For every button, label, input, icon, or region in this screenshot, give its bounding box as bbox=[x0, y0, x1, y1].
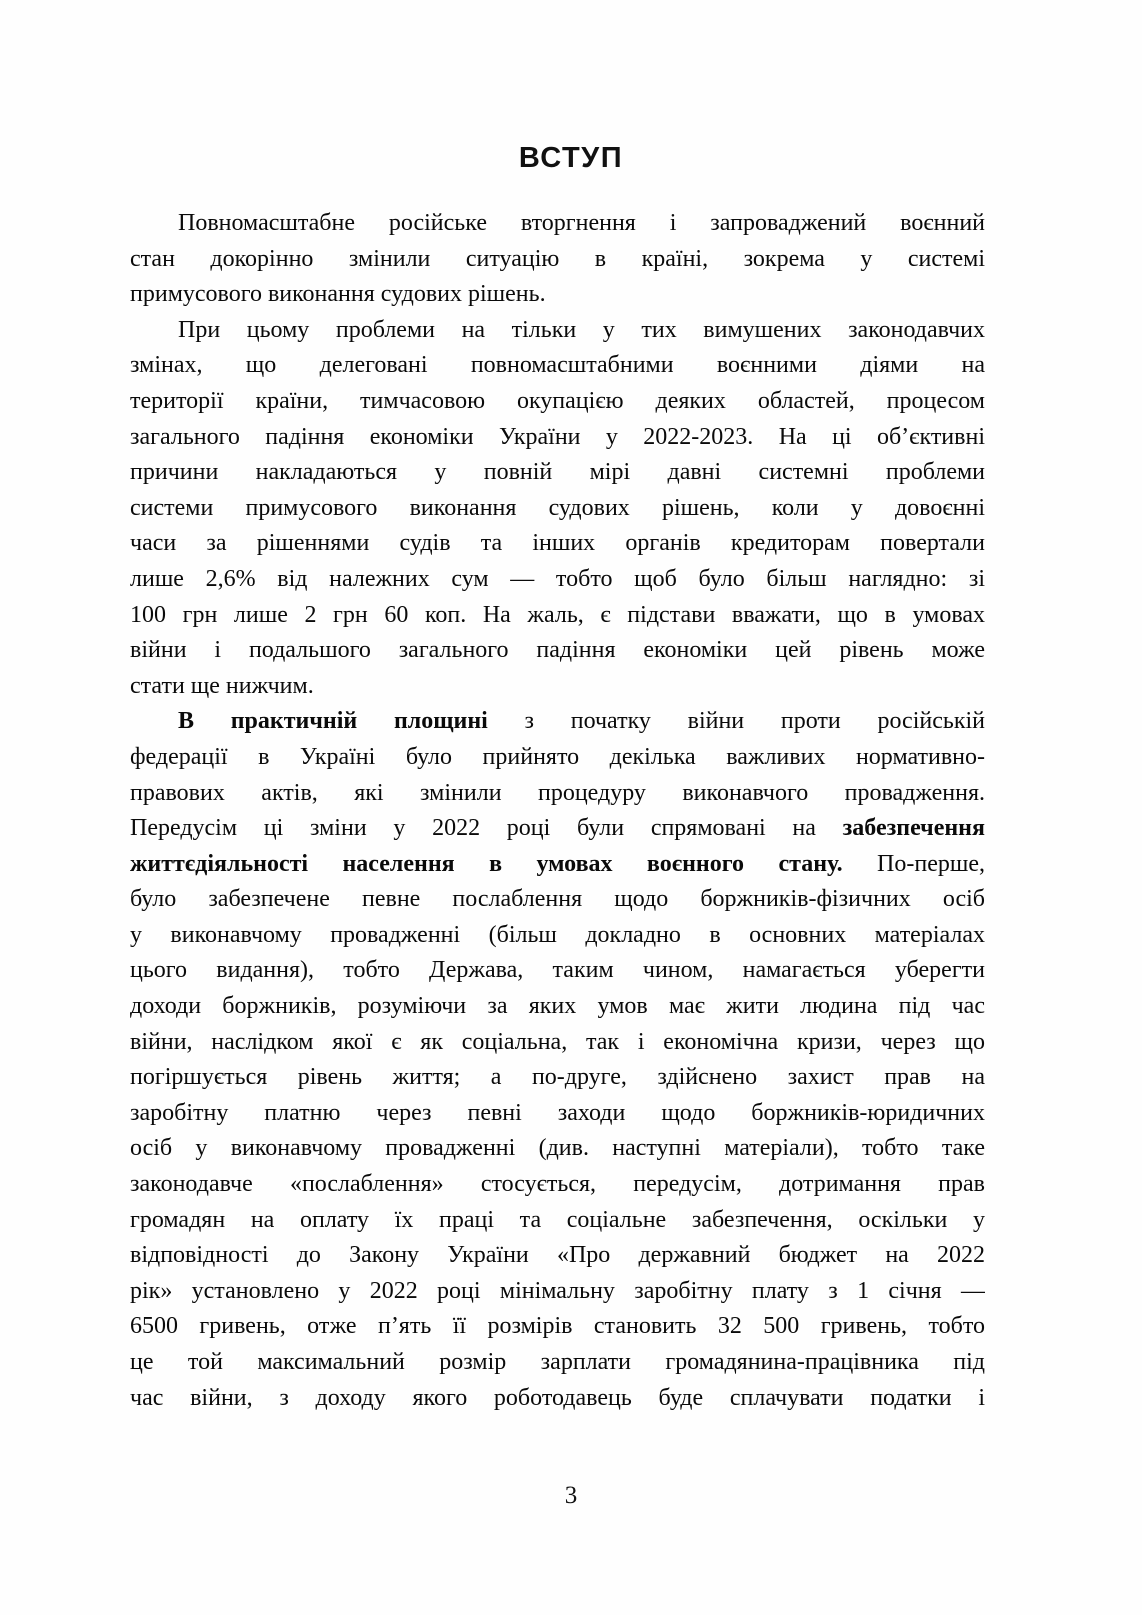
text-line bbox=[130, 562, 985, 598]
paragraph bbox=[130, 206, 985, 313]
text-line bbox=[130, 1345, 985, 1381]
text-line bbox=[130, 348, 985, 384]
text-line bbox=[130, 206, 985, 242]
bold-text-segment: забезпечення bbox=[842, 815, 985, 842]
text-segment: території країни, тимчасовою окупацією деяких областей, процесом bbox=[130, 387, 985, 414]
text-segment: законодавче «послаблення» стосується, передусім, дотримання прав bbox=[130, 1171, 985, 1198]
text-segment: загального падіння економіки України у 2022-2023. На ці об’єктивні bbox=[130, 423, 985, 450]
text-line bbox=[130, 776, 985, 812]
text-line bbox=[130, 455, 985, 491]
text-segment: федерації в Україні було прийнято декілька важливих нормативно- bbox=[130, 743, 985, 770]
paragraph bbox=[130, 313, 985, 705]
text-segment: це той максимальний розмір зарплати громадянина-працівника під bbox=[130, 1349, 985, 1375]
text-segment: громадян на оплату їх праці та соціальне забезпечення, оскільки у bbox=[130, 1206, 985, 1233]
text-line bbox=[130, 598, 985, 634]
text-segment: рік» установлено у 2022 році мінімальну заробітну плату з 1 січня — bbox=[130, 1277, 985, 1304]
text-line bbox=[130, 313, 985, 349]
text-line bbox=[130, 1096, 985, 1132]
text-segment: війни і подальшого загального падіння економіки цей рівень може bbox=[130, 637, 985, 664]
text-segment: стати ще нижчим. bbox=[130, 672, 314, 699]
text-line bbox=[130, 847, 985, 883]
text-line bbox=[130, 704, 985, 740]
page-number: 3 bbox=[564, 1482, 578, 1509]
text-line bbox=[130, 882, 985, 918]
text-segment: Передусім ці зміни у 2022 році були спрямовані на bbox=[130, 815, 843, 842]
text-line bbox=[130, 1381, 985, 1417]
text-segment: лише 2,6% від належних сум — тобто щоб було більш наглядно: зі bbox=[130, 565, 985, 592]
text-segment: 100 грн лише 2 грн 60 коп. На жаль, є підстави вважати, що в умовах bbox=[130, 601, 985, 628]
text-segment: По-перше, bbox=[842, 850, 985, 877]
text-segment: заробітну платню через певні заходи щодо боржників-юридичних bbox=[130, 1099, 985, 1126]
text-line bbox=[130, 1203, 985, 1239]
text-segment: осіб у виконавчому провадженні (див. наступні матеріали), тобто таке bbox=[130, 1135, 985, 1162]
text-line bbox=[130, 740, 985, 776]
text-segment: було забезпечене певне послаблення щодо боржників-фізичних осіб bbox=[130, 886, 985, 913]
text-segment: доходи боржників, розуміючи за яких умов має жити людина під час bbox=[130, 993, 985, 1020]
text-line bbox=[130, 420, 985, 456]
text-segment: у виконавчому провадженні (більш докладно в основних матеріалах bbox=[130, 921, 985, 948]
text-segment: причини накладаються у повній мірі давні системні проблеми bbox=[130, 459, 985, 486]
text-segment: системи примусового виконання судових рішень, коли у довоєнні bbox=[130, 494, 985, 521]
text-line bbox=[130, 526, 985, 562]
text-line bbox=[130, 953, 985, 989]
text-line bbox=[130, 1131, 985, 1167]
text-line bbox=[130, 1025, 985, 1061]
text-segment: змінах, що делеговані повномасштабними воєнними діями на bbox=[130, 352, 985, 379]
text-segment: погіршується рівень життя; а по-друге, здійснено захист прав на bbox=[130, 1064, 985, 1091]
text-line bbox=[130, 491, 985, 527]
text-segment: примусового виконання судових рішень. bbox=[130, 281, 546, 308]
text-line bbox=[130, 1309, 985, 1345]
text-line bbox=[130, 1060, 985, 1096]
text-segment: цього видання), тобто Держава, таким чином, намагається уберегти bbox=[130, 957, 985, 984]
text-line bbox=[130, 1238, 985, 1274]
bold-text-segment: життєдіяльності населення в умовах воєнного стану. bbox=[130, 850, 843, 877]
text-line bbox=[130, 989, 985, 1025]
text-segment: час війни, з доходу якого роботодавець буде сплачувати податки і bbox=[130, 1384, 985, 1411]
text-segment: часи за рішеннями судів та інших органів кредиторам повертали bbox=[130, 530, 985, 557]
text-line bbox=[130, 277, 985, 313]
text-segment: відповідності до Закону України «Про державний бюджет на 2022 bbox=[130, 1242, 985, 1269]
paragraphs bbox=[130, 206, 985, 1416]
text-segment: При цьому проблеми на тільки у тих вимушених законодавчих bbox=[178, 316, 985, 343]
text-line bbox=[130, 669, 985, 705]
text-line bbox=[130, 242, 985, 278]
paragraph bbox=[130, 704, 985, 1416]
text-segment: Повномасштабне російське вторгнення і запроваджений воєнний bbox=[178, 210, 985, 236]
text-line bbox=[130, 918, 985, 954]
page-title: ВСТУП bbox=[518, 142, 624, 174]
bold-text-segment: В практичній площині bbox=[178, 708, 488, 735]
text-line bbox=[130, 633, 985, 669]
text-segment: війни, наслідком якої є як соціальна, так і економічна кризи, через що bbox=[130, 1028, 985, 1055]
text-line bbox=[130, 384, 985, 420]
text-line bbox=[130, 1167, 985, 1203]
text-segment: правових актів, які змінили процедуру виконавчого провадження. bbox=[130, 779, 985, 806]
text-segment: з початку війни проти російській bbox=[487, 708, 985, 735]
text-line bbox=[130, 1274, 985, 1310]
text-line bbox=[130, 811, 985, 847]
text-segment: стан докорінно змінили ситуацію в країні, зокрема у системі bbox=[130, 245, 985, 272]
text-segment: 6500 гривень, отже п’ять її розмірів становить 32 500 гривень, тобто bbox=[130, 1313, 985, 1340]
